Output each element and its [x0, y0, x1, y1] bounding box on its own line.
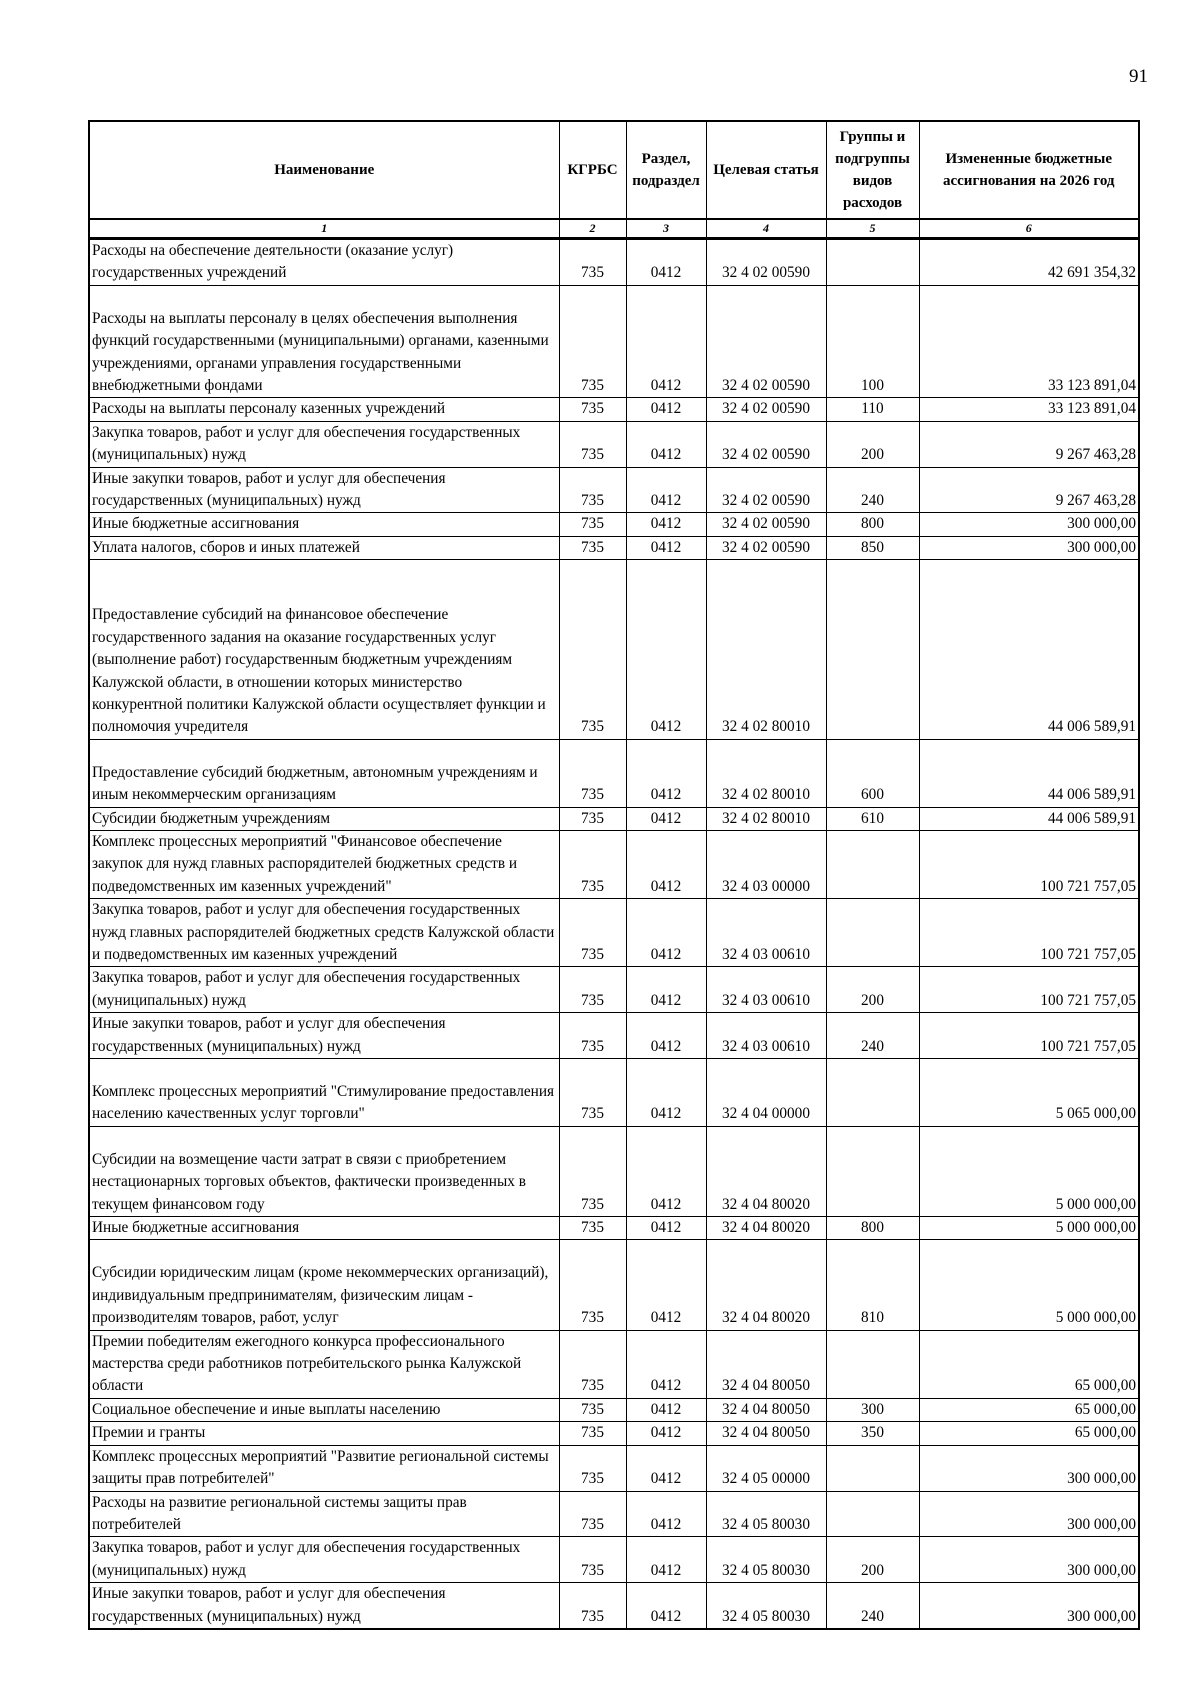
row-kgrbs: 735	[559, 807, 626, 830]
row-section: 0412	[626, 807, 706, 830]
row-expense-group: 240	[826, 1013, 919, 1059]
row-section: 0412	[626, 967, 706, 1013]
row-expense-group: 200	[826, 1537, 919, 1583]
table-row	[89, 1240, 1139, 1330]
row-section: 0412	[626, 1330, 706, 1398]
row-kgrbs: 735	[559, 1013, 626, 1059]
row-name: Расходы на обеспечение деятельности (оказание услуг) государственных учреждений	[89, 239, 559, 286]
row-name: Комплекс процессных мероприятий "Финансовое обеспечение закупок для нужд главных распорядителей бюджетных средств и подведомственных им казенных учреждений"	[89, 830, 559, 898]
row-expense-group: 610	[826, 807, 919, 830]
table-row	[89, 513, 1139, 536]
row-expense-group: 800	[826, 1217, 919, 1240]
row-expense-group	[826, 899, 919, 967]
row-name: Иные бюджетные ассигнования	[89, 513, 559, 536]
row-expense-group	[826, 1491, 919, 1537]
row-section: 0412	[626, 398, 706, 421]
row-amount: 9 267 463,28	[919, 421, 1139, 467]
table-row	[89, 1583, 1139, 1629]
row-name: Предоставление субсидий на финансовое обеспечение государственного задания на оказание государственных услуг (выполнение работ) государственным бюджетным учреждениям Калужской области, в отношении которых министерство конкурентной политики Калужской области осуществляет функции и полномочия учредителя	[89, 560, 559, 739]
row-expense-group: 240	[826, 1583, 919, 1629]
column-number: 4	[706, 219, 826, 239]
table-row	[89, 536, 1139, 559]
table-row	[89, 398, 1139, 421]
header-amount: Измененные бюджетные ассигнования на 2026 год	[919, 121, 1139, 219]
table-row	[89, 1126, 1139, 1216]
row-target-article: 32 4 04 80050	[706, 1398, 826, 1421]
row-name: Субсидии бюджетным учреждениям	[89, 807, 559, 830]
row-amount: 42 691 354,32	[919, 239, 1139, 286]
row-amount: 5 065 000,00	[919, 1059, 1139, 1127]
row-target-article: 32 4 02 00590	[706, 467, 826, 513]
row-kgrbs: 735	[559, 1240, 626, 1330]
row-section: 0412	[626, 739, 706, 807]
row-name: Закупка товаров, работ и услуг для обеспечения государственных (муниципальных) нужд	[89, 1537, 559, 1583]
row-target-article: 32 4 02 00590	[706, 239, 826, 286]
row-target-article: 32 4 05 80030	[706, 1583, 826, 1629]
row-amount: 44 006 589,91	[919, 739, 1139, 807]
row-amount: 100 721 757,05	[919, 899, 1139, 967]
header-kgrbs: КГРБС	[559, 121, 626, 219]
row-amount: 44 006 589,91	[919, 560, 1139, 739]
row-section: 0412	[626, 1059, 706, 1127]
table-row	[89, 1537, 1139, 1583]
table-row	[89, 1330, 1139, 1398]
row-name: Комплекс процессных мероприятий "Стимулирование предоставления населению качественных услуг торговли"	[89, 1059, 559, 1127]
row-expense-group	[826, 1445, 919, 1491]
row-expense-group: 240	[826, 467, 919, 513]
row-section: 0412	[626, 1126, 706, 1216]
row-kgrbs: 735	[559, 285, 626, 398]
row-name: Уплата налогов, сборов и иных платежей	[89, 536, 559, 559]
row-target-article: 32 4 03 00610	[706, 1013, 826, 1059]
row-section: 0412	[626, 1217, 706, 1240]
row-target-article: 32 4 04 80020	[706, 1240, 826, 1330]
row-section: 0412	[626, 1537, 706, 1583]
row-expense-group: 100	[826, 285, 919, 398]
table-row	[89, 421, 1139, 467]
row-kgrbs: 735	[559, 239, 626, 286]
table-row	[89, 1422, 1139, 1445]
row-expense-group	[826, 1126, 919, 1216]
row-expense-group: 800	[826, 513, 919, 536]
table-row	[89, 467, 1139, 513]
table-row	[89, 1445, 1139, 1491]
row-amount: 100 721 757,05	[919, 830, 1139, 898]
column-number: 3	[626, 219, 706, 239]
row-name: Закупка товаров, работ и услуг для обеспечения государственных нужд главных распорядителей бюджетных средств Калужской области и подведомственных им казенных учреждений	[89, 899, 559, 967]
row-name: Комплекс процессных мероприятий "Развитие региональной системы защиты прав потребителей"	[89, 1445, 559, 1491]
row-target-article: 32 4 02 00590	[706, 536, 826, 559]
column-number: 5	[826, 219, 919, 239]
row-expense-group: 810	[826, 1240, 919, 1330]
row-expense-group: 300	[826, 1398, 919, 1421]
row-section: 0412	[626, 421, 706, 467]
row-name: Предоставление субсидий бюджетным, автономным учреждениям и иным некоммерческим организациям	[89, 739, 559, 807]
row-section: 0412	[626, 513, 706, 536]
row-target-article: 32 4 03 00610	[706, 899, 826, 967]
row-name: Иные закупки товаров, работ и услуг для обеспечения государственных (муниципальных) нужд	[89, 467, 559, 513]
row-expense-group: 350	[826, 1422, 919, 1445]
row-name: Субсидии юридическим лицам (кроме некоммерческих организаций), индивидуальным предпринимателям, физическим лицам - производителям товаров, работ, услуг	[89, 1240, 559, 1330]
row-kgrbs: 735	[559, 513, 626, 536]
row-name: Премии победителям ежегодного конкурса профессионального мастерства среди работников потребительского рынка Калужской области	[89, 1330, 559, 1398]
table-row	[89, 807, 1139, 830]
row-target-article: 32 4 05 80030	[706, 1491, 826, 1537]
row-kgrbs: 735	[559, 1537, 626, 1583]
row-target-article: 32 4 04 80020	[706, 1126, 826, 1216]
row-amount: 5 000 000,00	[919, 1126, 1139, 1216]
row-target-article: 32 4 02 80010	[706, 807, 826, 830]
row-name: Иные закупки товаров, работ и услуг для обеспечения государственных (муниципальных) нужд	[89, 1583, 559, 1629]
row-target-article: 32 4 02 80010	[706, 739, 826, 807]
row-section: 0412	[626, 285, 706, 398]
row-name: Премии и гранты	[89, 1422, 559, 1445]
column-number: 1	[89, 219, 559, 239]
row-target-article: 32 4 04 00000	[706, 1059, 826, 1127]
row-target-article: 32 4 03 00610	[706, 967, 826, 1013]
row-target-article: 32 4 04 80050	[706, 1330, 826, 1398]
column-number: 6	[919, 219, 1139, 239]
row-target-article: 32 4 04 80020	[706, 1217, 826, 1240]
row-kgrbs: 735	[559, 1491, 626, 1537]
row-section: 0412	[626, 1422, 706, 1445]
row-amount: 9 267 463,28	[919, 467, 1139, 513]
row-kgrbs: 735	[559, 899, 626, 967]
row-target-article: 32 4 02 00590	[706, 398, 826, 421]
row-name: Закупка товаров, работ и услуг для обеспечения государственных (муниципальных) нужд	[89, 967, 559, 1013]
row-expense-group	[826, 830, 919, 898]
row-expense-group: 850	[826, 536, 919, 559]
table-row	[89, 560, 1139, 739]
row-name: Субсидии на возмещение части затрат в связи с приобретением нестационарных торговых объектов, фактически произведенных в текущем финансовом году	[89, 1126, 559, 1216]
row-expense-group: 110	[826, 398, 919, 421]
row-kgrbs: 735	[559, 1583, 626, 1629]
column-number: 2	[559, 219, 626, 239]
row-section: 0412	[626, 239, 706, 286]
column-number-row	[89, 219, 1139, 239]
budget-table	[88, 120, 1140, 1630]
table-row	[89, 1398, 1139, 1421]
row-section: 0412	[626, 899, 706, 967]
table-row	[89, 830, 1139, 898]
row-kgrbs: 735	[559, 421, 626, 467]
row-kgrbs: 735	[559, 1059, 626, 1127]
row-name: Расходы на выплаты персоналу казенных учреждений	[89, 398, 559, 421]
table-row	[89, 739, 1139, 807]
row-amount: 65 000,00	[919, 1398, 1139, 1421]
row-target-article: 32 4 02 80010	[706, 560, 826, 739]
row-section: 0412	[626, 1240, 706, 1330]
row-target-article: 32 4 04 80050	[706, 1422, 826, 1445]
row-amount: 65 000,00	[919, 1422, 1139, 1445]
row-kgrbs: 735	[559, 1398, 626, 1421]
row-expense-group	[826, 1330, 919, 1398]
row-amount: 300 000,00	[919, 1445, 1139, 1491]
table-row	[89, 899, 1139, 967]
row-section: 0412	[626, 1445, 706, 1491]
table-row	[89, 239, 1139, 286]
row-kgrbs: 735	[559, 967, 626, 1013]
row-amount: 300 000,00	[919, 1583, 1139, 1629]
table-row	[89, 1013, 1139, 1059]
header-row	[89, 121, 1139, 219]
row-name: Расходы на выплаты персоналу в целях обеспечения выполнения функций государственными (муниципальными) органами, казенными учреждениями, органами управления государственными внебюджетными фондами	[89, 285, 559, 398]
row-expense-group	[826, 560, 919, 739]
row-amount: 100 721 757,05	[919, 967, 1139, 1013]
row-amount: 5 000 000,00	[919, 1240, 1139, 1330]
row-kgrbs: 735	[559, 467, 626, 513]
table-row	[89, 1059, 1139, 1127]
row-expense-group	[826, 1059, 919, 1127]
row-kgrbs: 735	[559, 398, 626, 421]
row-amount: 100 721 757,05	[919, 1013, 1139, 1059]
row-kgrbs: 735	[559, 830, 626, 898]
row-section: 0412	[626, 560, 706, 739]
row-expense-group: 600	[826, 739, 919, 807]
table-row	[89, 1491, 1139, 1537]
row-target-article: 32 4 03 00000	[706, 830, 826, 898]
row-section: 0412	[626, 1491, 706, 1537]
row-target-article: 32 4 05 80030	[706, 1537, 826, 1583]
row-kgrbs: 735	[559, 1330, 626, 1398]
header-target: Целевая статья	[706, 121, 826, 219]
row-kgrbs: 735	[559, 560, 626, 739]
row-amount: 300 000,00	[919, 1537, 1139, 1583]
row-name: Иные закупки товаров, работ и услуг для обеспечения государственных (муниципальных) нужд	[89, 1013, 559, 1059]
row-name: Социальное обеспечение и иные выплаты населению	[89, 1398, 559, 1421]
row-section: 0412	[626, 1013, 706, 1059]
row-expense-group: 200	[826, 967, 919, 1013]
row-expense-group	[826, 239, 919, 286]
row-kgrbs: 735	[559, 1126, 626, 1216]
table-row	[89, 285, 1139, 398]
row-amount: 44 006 589,91	[919, 807, 1139, 830]
row-amount: 300 000,00	[919, 513, 1139, 536]
row-amount: 33 123 891,04	[919, 398, 1139, 421]
row-amount: 300 000,00	[919, 1491, 1139, 1537]
row-target-article: 32 4 05 00000	[706, 1445, 826, 1491]
row-amount: 300 000,00	[919, 536, 1139, 559]
row-amount: 5 000 000,00	[919, 1217, 1139, 1240]
row-target-article: 32 4 02 00590	[706, 421, 826, 467]
row-kgrbs: 735	[559, 536, 626, 559]
header-groups: Группы и подгруппы видов расходов	[826, 121, 919, 219]
row-kgrbs: 735	[559, 739, 626, 807]
header-section: Раздел, подраздел	[626, 121, 706, 219]
row-expense-group: 200	[826, 421, 919, 467]
row-kgrbs: 735	[559, 1445, 626, 1491]
row-section: 0412	[626, 1398, 706, 1421]
row-kgrbs: 735	[559, 1422, 626, 1445]
row-target-article: 32 4 02 00590	[706, 285, 826, 398]
row-section: 0412	[626, 1583, 706, 1629]
row-name: Закупка товаров, работ и услуг для обеспечения государственных (муниципальных) нужд	[89, 421, 559, 467]
page-number: 91	[1129, 66, 1148, 87]
row-amount: 65 000,00	[919, 1330, 1139, 1398]
row-section: 0412	[626, 467, 706, 513]
row-section: 0412	[626, 536, 706, 559]
header-name: Наименование	[89, 121, 559, 219]
table-row	[89, 1217, 1139, 1240]
row-name: Расходы на развитие региональной системы защиты прав потребителей	[89, 1491, 559, 1537]
row-section: 0412	[626, 830, 706, 898]
row-name: Иные бюджетные ассигнования	[89, 1217, 559, 1240]
table-row	[89, 967, 1139, 1013]
row-target-article: 32 4 02 00590	[706, 513, 826, 536]
row-amount: 33 123 891,04	[919, 285, 1139, 398]
row-kgrbs: 735	[559, 1217, 626, 1240]
